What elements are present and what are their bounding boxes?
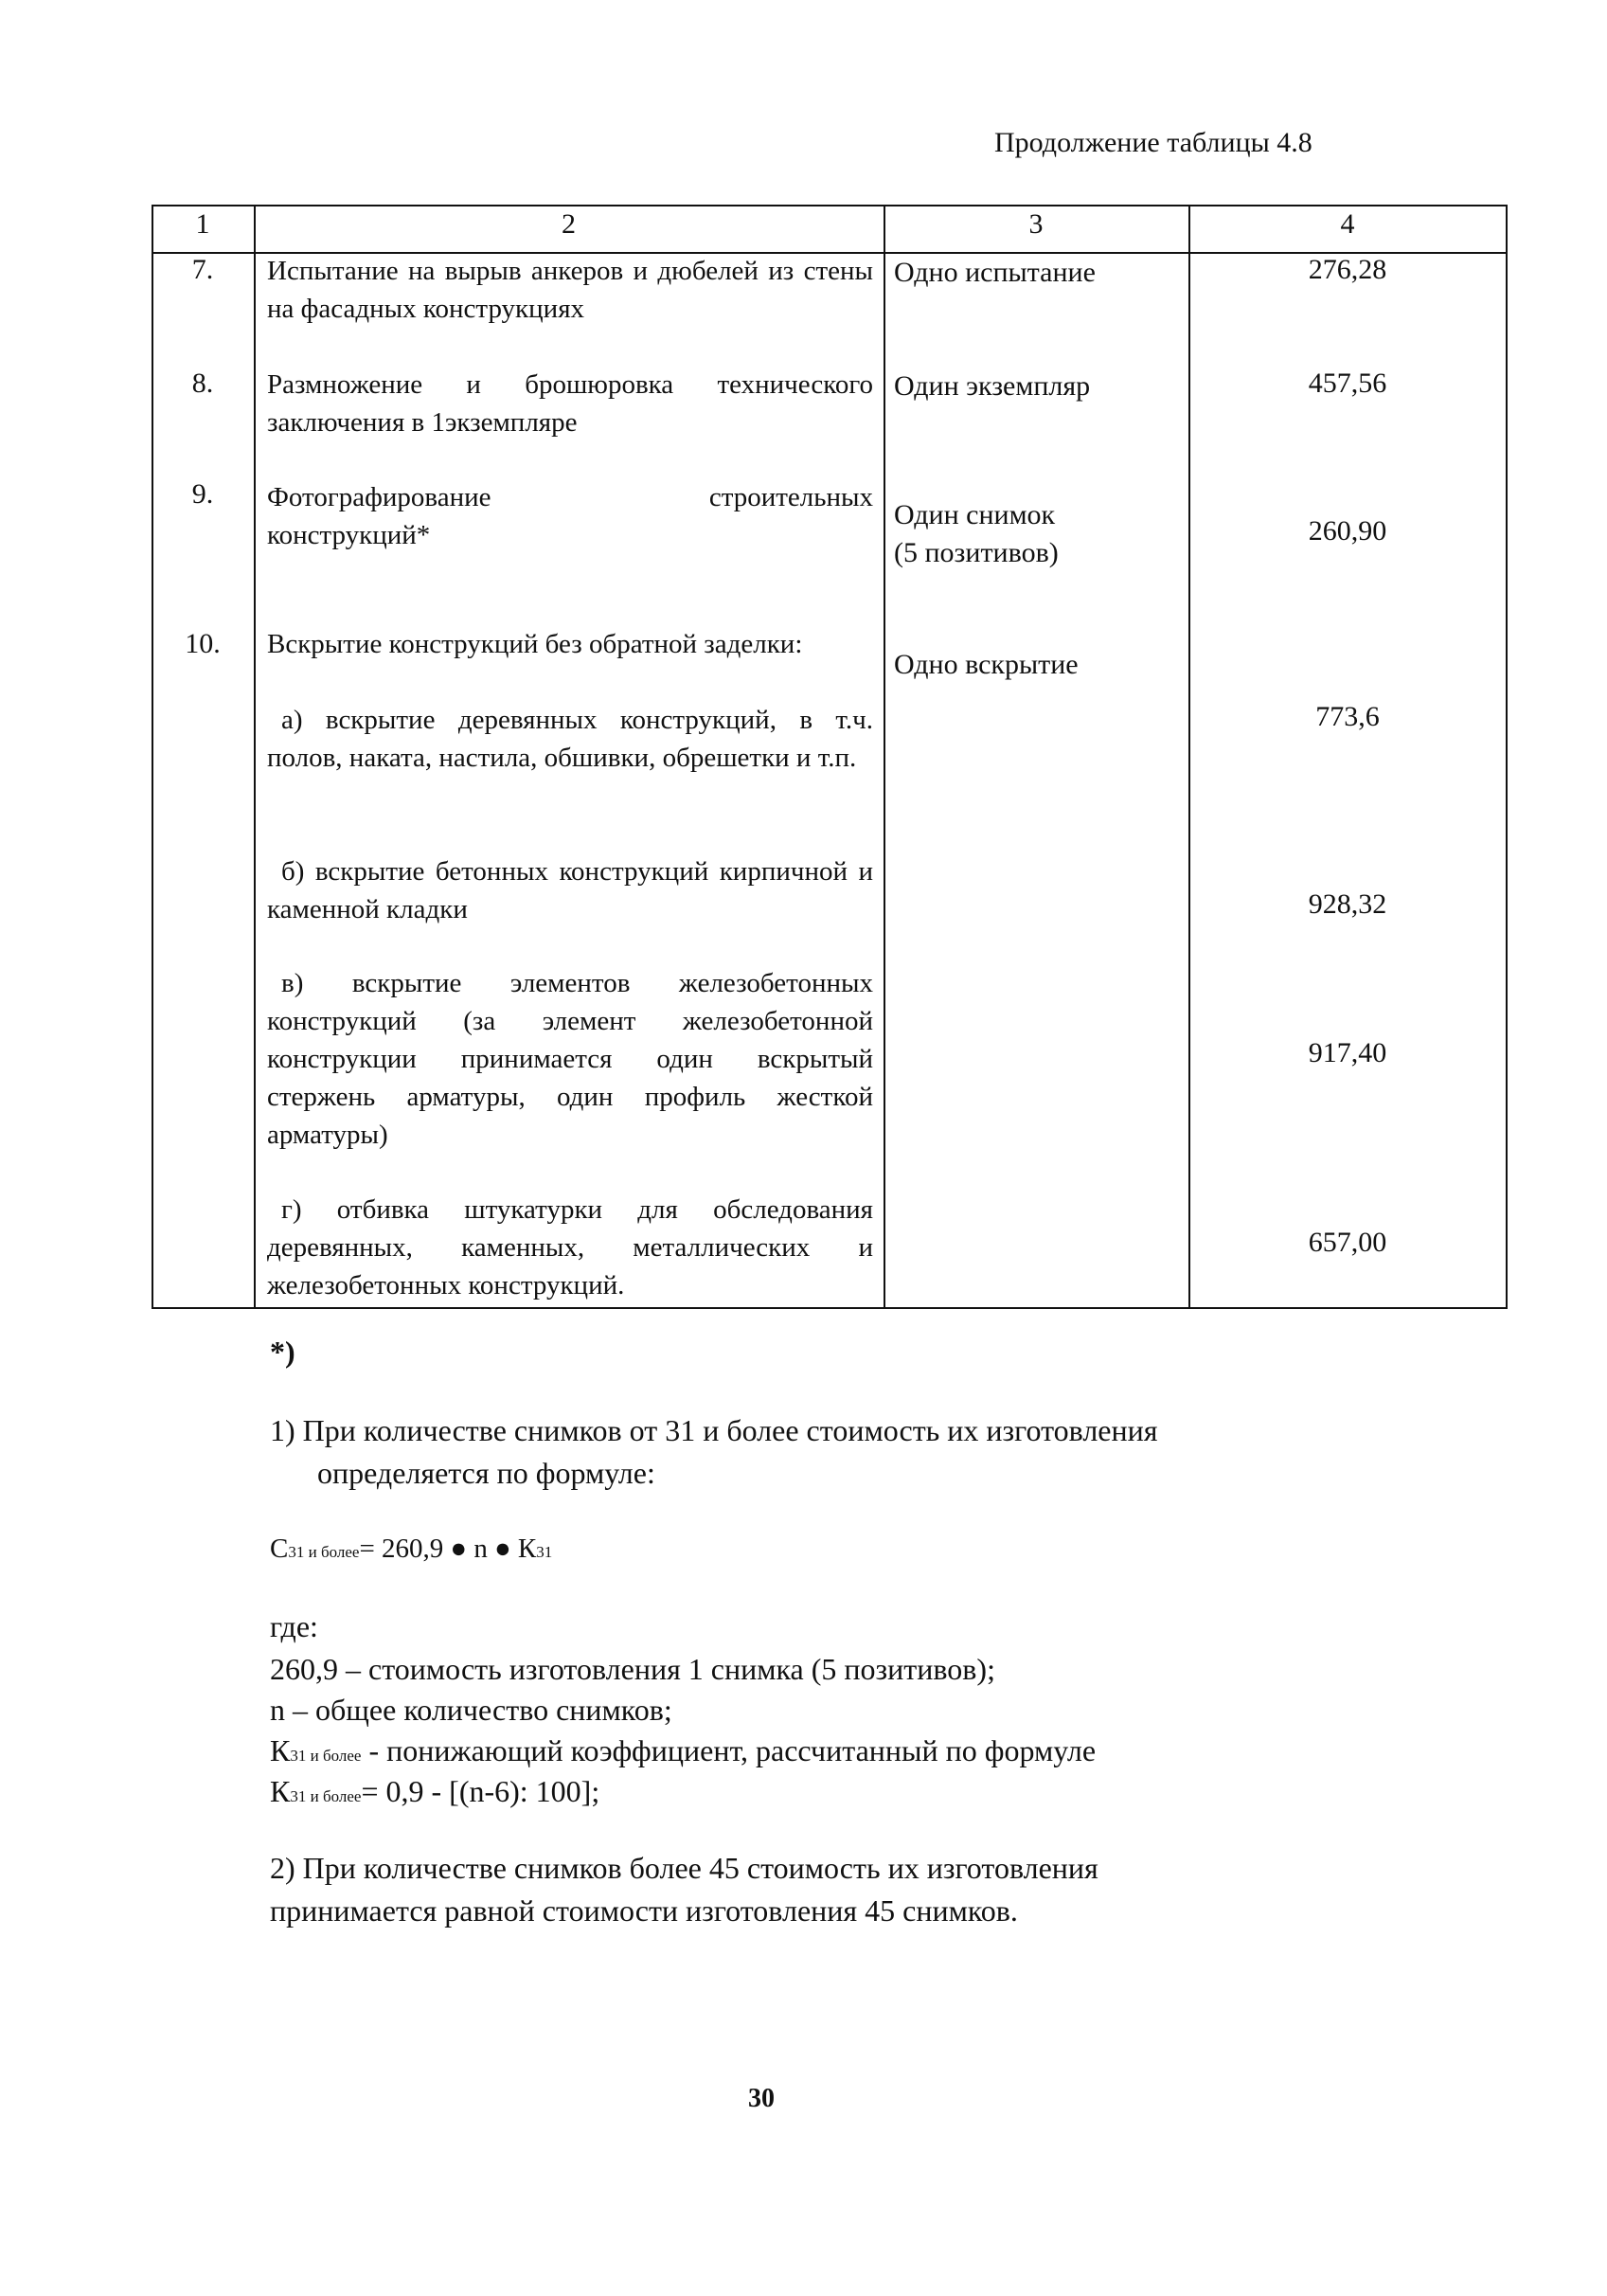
table-caption: Продолжение таблицы 4.8 (994, 127, 1312, 158)
row-value: 276,28 (1308, 254, 1387, 285)
definition-line: 260,9 – стоимость изготовления 1 снимка (5 позитивов); (270, 1652, 995, 1686)
header-col-1: 1 (195, 208, 210, 240)
row-description-word: Фотографирование (267, 482, 491, 512)
header-col-3: 3 (1028, 208, 1044, 240)
definition-line: n – общее количество снимков; (270, 1693, 672, 1727)
row-unit: Одно вскрытие (894, 649, 1079, 680)
row-description-line2: конструкций* (267, 520, 431, 550)
row-number: 9. (191, 478, 214, 510)
subitem-description (267, 964, 873, 1154)
row-unit-line2: (5 позитивов) (894, 537, 1059, 568)
row-unit: Один экземпляр (894, 370, 1091, 402)
row-description: Вскрытие конструкций без обратной заделки: (267, 629, 803, 659)
subitem-value: 928,32 (1308, 888, 1387, 920)
table-col-divider-2 (884, 205, 885, 1308)
header-col-2: 2 (562, 208, 576, 240)
footnote-item-2: 2) При количестве снимков более 45 стоимость их изготовления (270, 1851, 1098, 1885)
table-col-divider-1 (254, 205, 256, 1308)
where-label: где: (270, 1609, 318, 1643)
subitem-a-text: а) вскрытие деревянных конструкций, в т.ч. полов, наката, настила, обшивки, обрешетки и т.п. (267, 705, 873, 773)
formula-subscript: 31 и более (290, 1747, 362, 1765)
row-description-line1 (267, 478, 873, 516)
subitem-value: 917,40 (1308, 1037, 1387, 1068)
row-description: Размножение и брошюровка технического заключения в 1экземпляре (267, 369, 873, 438)
subitem-c-text: в) вскрытие элементов железобетонных конструкций (за элемент железобетонной конструкции принимается один вскрытый стержень арматуры, один профиль жесткой арматуры) (267, 968, 873, 1150)
row-unit: Одно испытание (894, 257, 1096, 288)
table-border-bottom (152, 1307, 1508, 1309)
formula-subscript: 31 (536, 1543, 553, 1561)
page-number: 30 (748, 2084, 775, 2113)
row-number: 10. (185, 628, 221, 659)
row-number: 7. (191, 254, 214, 285)
formula-body: = 260,9 ● n ● К (359, 1534, 537, 1564)
row-value: 457,56 (1308, 368, 1387, 399)
subitem-value: 773,6 (1315, 701, 1380, 732)
formula-symbol: К (270, 1733, 291, 1767)
subitem-description (267, 1191, 873, 1304)
formula-subscript: 31 и более (288, 1543, 360, 1561)
definition-text: - понижающий коэффициент, рассчитанный по формуле (361, 1733, 1097, 1767)
formula-1 (270, 1528, 552, 1573)
footnote-item-2-cont: принимается равной стоимости изготовления 45 снимков. (270, 1893, 1018, 1928)
formula-subscript: 31 и более (290, 1787, 362, 1805)
footnote-marker: *) (270, 1335, 295, 1369)
table-border-top (152, 205, 1508, 206)
subitem-value: 657,00 (1308, 1227, 1387, 1258)
row-value: 260,90 (1308, 515, 1387, 547)
header-col-4: 4 (1340, 208, 1355, 240)
formula-2 (270, 1770, 599, 1818)
footnote-item-1-cont: определяется по формуле: (317, 1456, 655, 1490)
row-description-word: строительных (708, 482, 873, 512)
formula-symbol: К (270, 1774, 291, 1808)
formula-symbol: С (270, 1534, 289, 1564)
row-number: 8. (191, 368, 214, 399)
row-unit-line1: Один снимок (894, 499, 1056, 530)
subitem-description (267, 852, 873, 928)
subitem-description (267, 701, 873, 777)
formula-body: = 0,9 - [(n-6): 100]; (361, 1774, 600, 1808)
footnote-item-1: 1) При количестве снимков от 31 и более стоимость их изготовления (270, 1413, 1158, 1447)
row-description: Испытание на вырыв анкеров и дюбелей из стены на фасадных конструкциях (267, 256, 873, 324)
subitem-d-text: г) отбивка штукатурки для обследования деревянных, каменных, металлических и железобетонных конструкций. (267, 1194, 873, 1300)
subitem-b-text: б) вскрытие бетонных конструкций кирпичной и каменной кладки (267, 856, 873, 924)
